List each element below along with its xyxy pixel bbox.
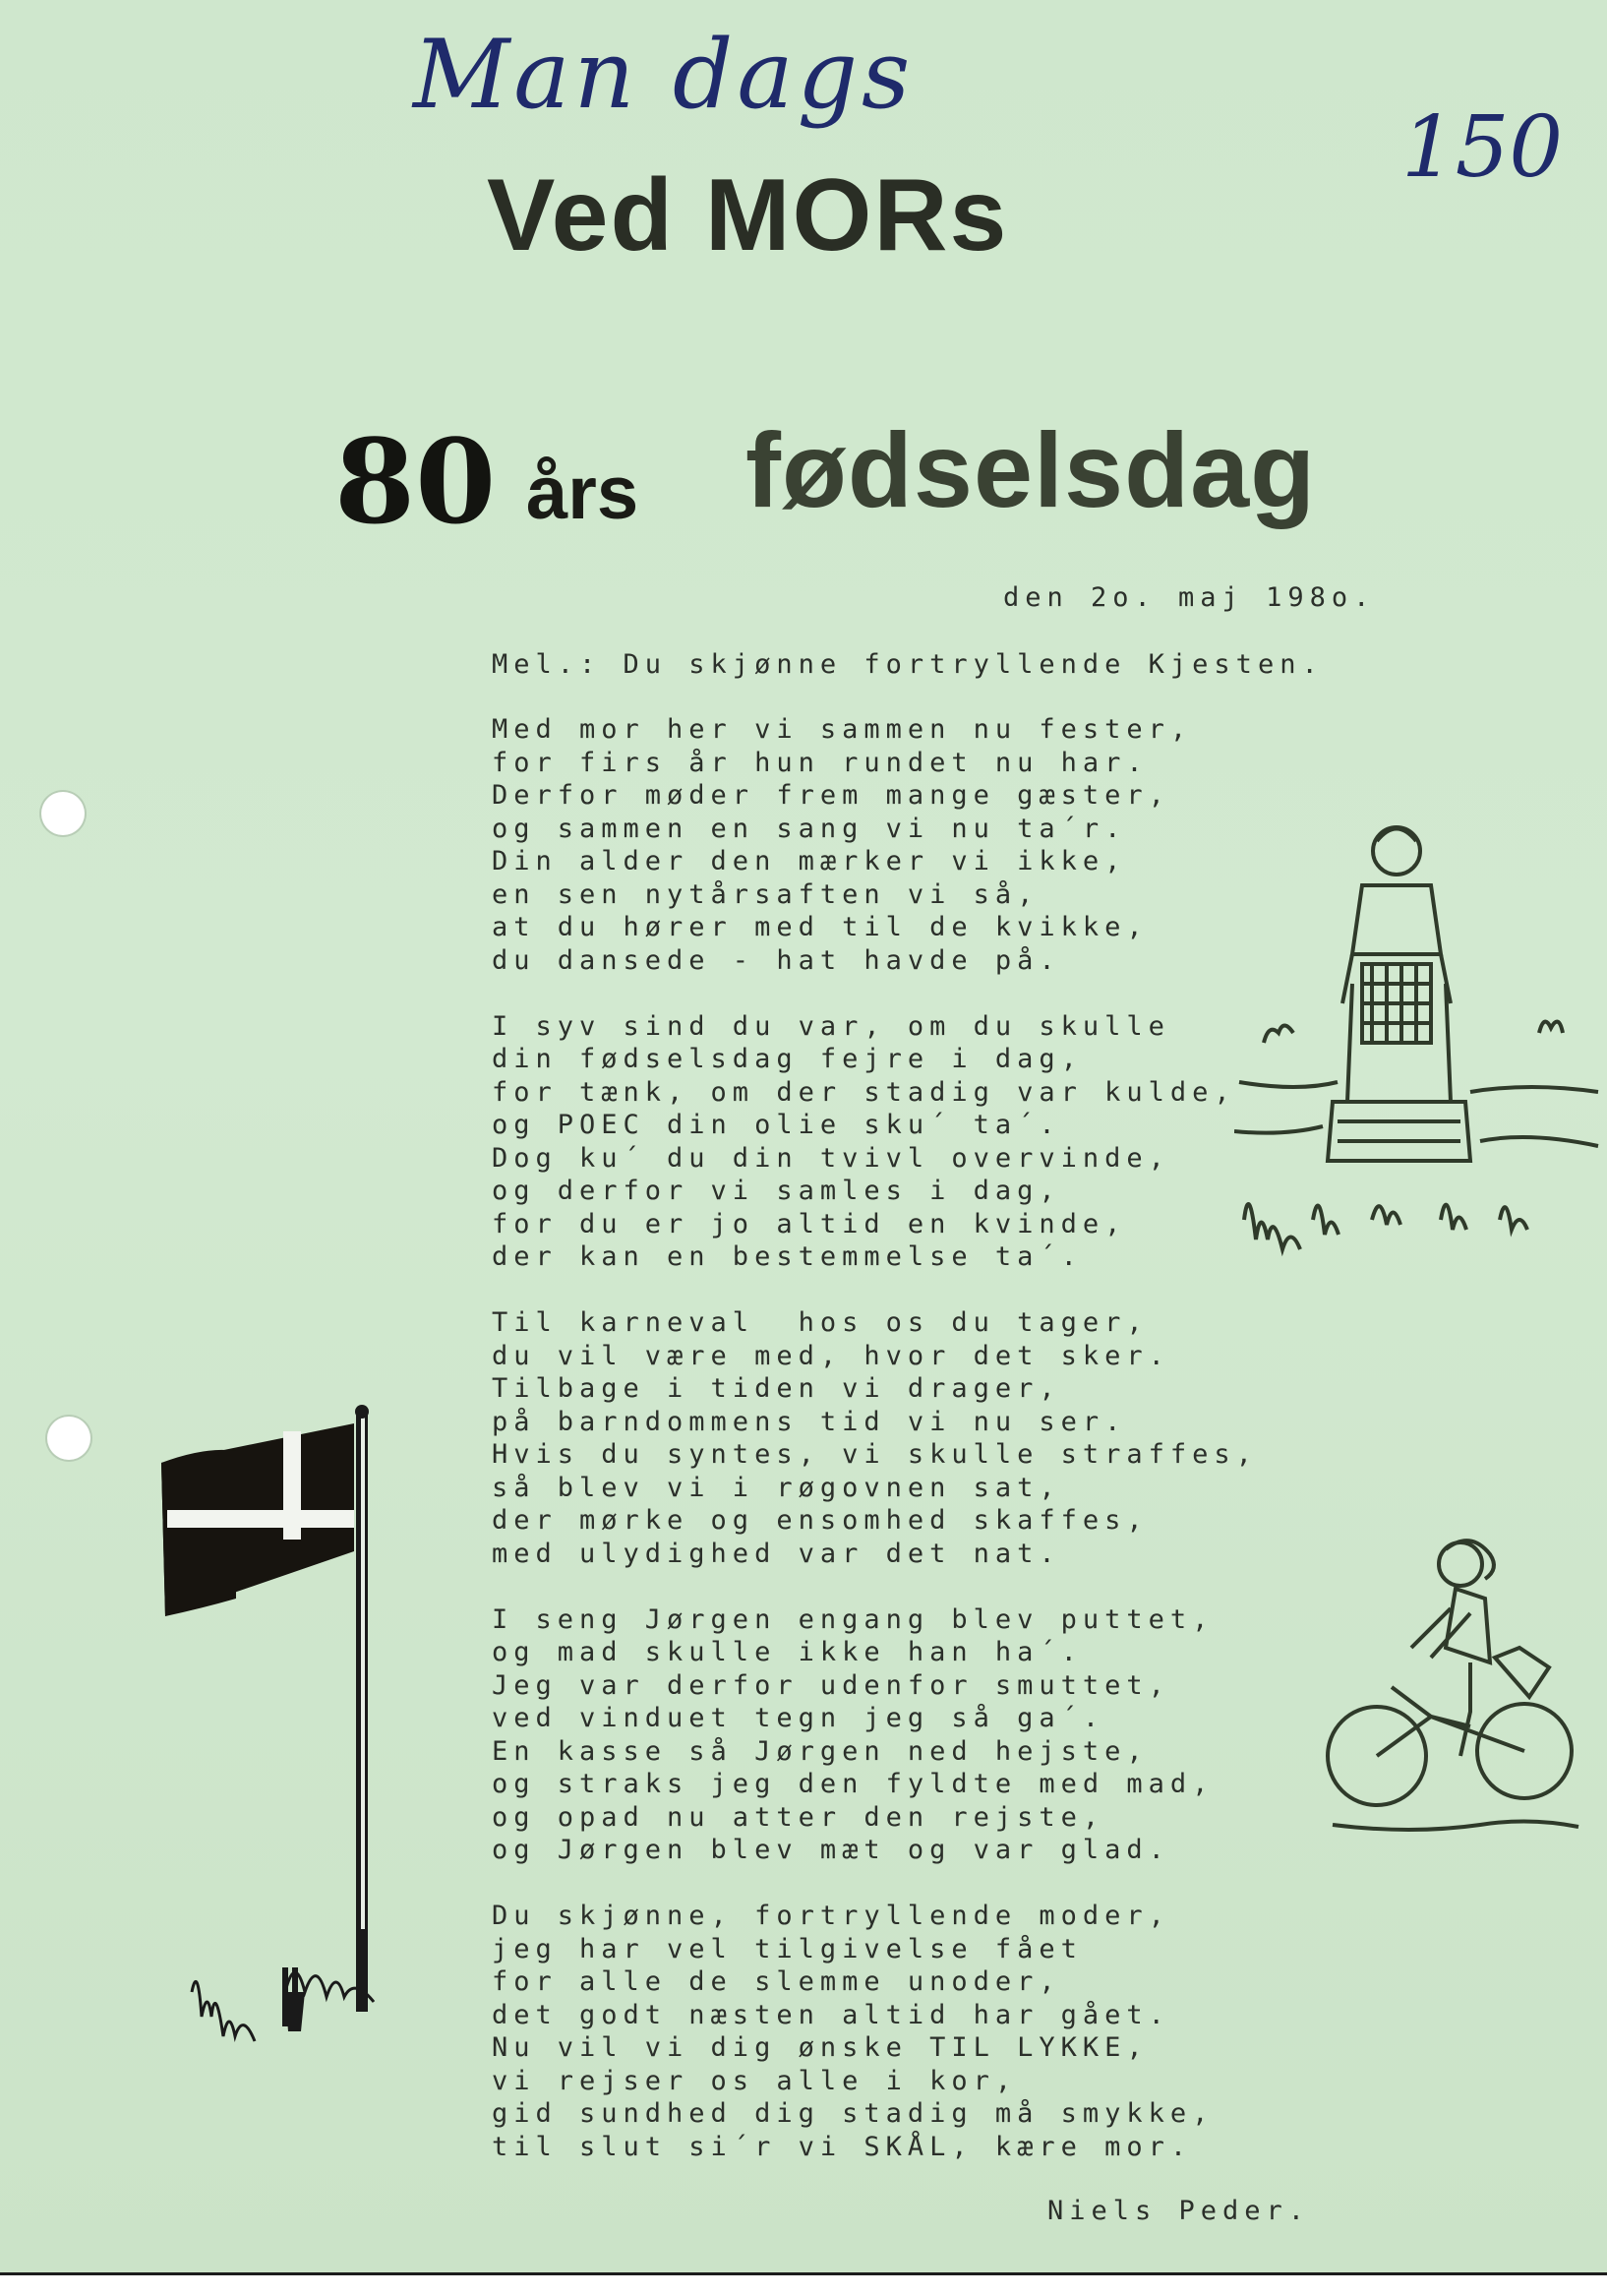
punch-hole: [41, 792, 85, 835]
poem-line: der kan en bestemmelse ta´.: [492, 1241, 1083, 1272]
poem-line: for tænk, om der stadig var kulde,: [492, 1076, 1236, 1108]
poem-line: der mørke og ensomhed skaffes,: [492, 1505, 1149, 1536]
poem-line: med ulydighed var det nat.: [492, 1538, 1061, 1569]
poem-line: det godt næsten altid har gået.: [492, 1999, 1170, 2030]
poem-line: jeg har vel tilgivelse fået: [492, 1933, 1083, 1964]
poem-line: du dansede - hat havde på.: [492, 944, 1061, 976]
poem-line: og Jørgen blev mæt og var glad.: [492, 1835, 1170, 1865]
poem-line: at du hører med til de kvikke,: [492, 912, 1149, 942]
poem-line: Derfor møder frem mange gæster,: [492, 780, 1170, 811]
poem-line: for du er jo altid en kvinde,: [492, 1208, 1127, 1239]
title-fodselsdag: fødselsdag: [745, 410, 1317, 529]
poem-line: og derfor vi samles i dag,: [492, 1176, 1061, 1206]
poem-line: Med mor her vi sammen nu fester,: [492, 714, 1193, 745]
poem-line: gid sundhed dig stadig må smykke,: [492, 2098, 1215, 2129]
poem-line: Jeg var derfor udenfor smuttet,: [492, 1669, 1170, 1701]
title-ars: års: [526, 452, 639, 535]
scan-bottom-edge: [0, 2272, 1607, 2296]
walker-sketch: [1234, 807, 1607, 1259]
poem-line: I syv sind du var, om du skulle: [492, 1010, 1170, 1042]
poem-line: Din alder den mærker vi ikke,: [492, 846, 1127, 876]
poem-line: en sen nytårsaften vi så,: [492, 878, 1040, 910]
stanza: [492, 1603, 1239, 1867]
poem-line: Tilbage i tiden vi drager,: [492, 1373, 1061, 1404]
date-line: den 2o. maj 198o.: [1003, 582, 1376, 613]
poem-line: og mad skulle ikke han ha´.: [492, 1637, 1083, 1667]
stanza: [492, 713, 1239, 977]
poem-line: og sammen en sang vi nu ta´r.: [492, 813, 1127, 844]
poem-line: du vil være med, hvor det sker.: [492, 1340, 1170, 1371]
title-number: 80: [334, 413, 497, 550]
poem-line: ved vinduet tegn jeg så ga´.: [492, 1703, 1105, 1733]
poem-line: En kasse så Jørgen ned hejste,: [492, 1735, 1149, 1767]
poem-line: og opad nu atter den rejste,: [492, 1801, 1105, 1833]
poem-line: Du skjønne, fortryllende moder,: [492, 1901, 1170, 1931]
poem-line: Nu vil vi dig ønske TIL LYKKE,: [492, 2032, 1149, 2063]
handwritten-note: Man dags: [413, 20, 915, 130]
stanza: [492, 1010, 1239, 1274]
handwritten-page-number: 150: [1401, 98, 1564, 197]
poem-line: for firs år hun rundet nu har.: [492, 747, 1149, 778]
signature: Niels Peder.: [1047, 2196, 1311, 2226]
poem-line: I seng Jørgen engang blev puttet,: [492, 1603, 1215, 1635]
poem-line: på barndommens tid vi nu ser.: [492, 1406, 1127, 1437]
stanza: [492, 1306, 1258, 1570]
stanza: [492, 1900, 1239, 2163]
flag-illustration: [148, 1402, 443, 2071]
punch-hole: [47, 1417, 90, 1460]
poem-line: Dog ku´ du din tvivl overvinde,: [492, 1142, 1170, 1174]
poem: [492, 713, 1258, 2163]
poem-line: for alle de slemme unoder,: [492, 1966, 1061, 1997]
poem-line: din fødselsdag fejre i dag,: [492, 1044, 1083, 1074]
poem-line: vi rejser os alle i kor,: [492, 2065, 1018, 2096]
poem-line: så blev vi i røgovnen sat,: [492, 1472, 1061, 1503]
poem-line: til slut si´r vi SKÅL, kære mor.: [492, 2131, 1193, 2162]
poem-line: Til karneval hos os du tager,: [492, 1307, 1149, 1338]
poem-line: og POEC din olie sku´ ta´.: [492, 1110, 1061, 1140]
cyclist-sketch: [1323, 1530, 1588, 1844]
title-ved-mors: Ved MORs: [487, 158, 1009, 272]
poem-line: og straks jeg den fyldte med mad,: [492, 1769, 1215, 1799]
melody-line: Mel.: Du skjønne fortryllende Kjesten.: [492, 649, 1324, 680]
poem-line: Hvis du syntes, vi skulle straffes,: [492, 1439, 1258, 1470]
